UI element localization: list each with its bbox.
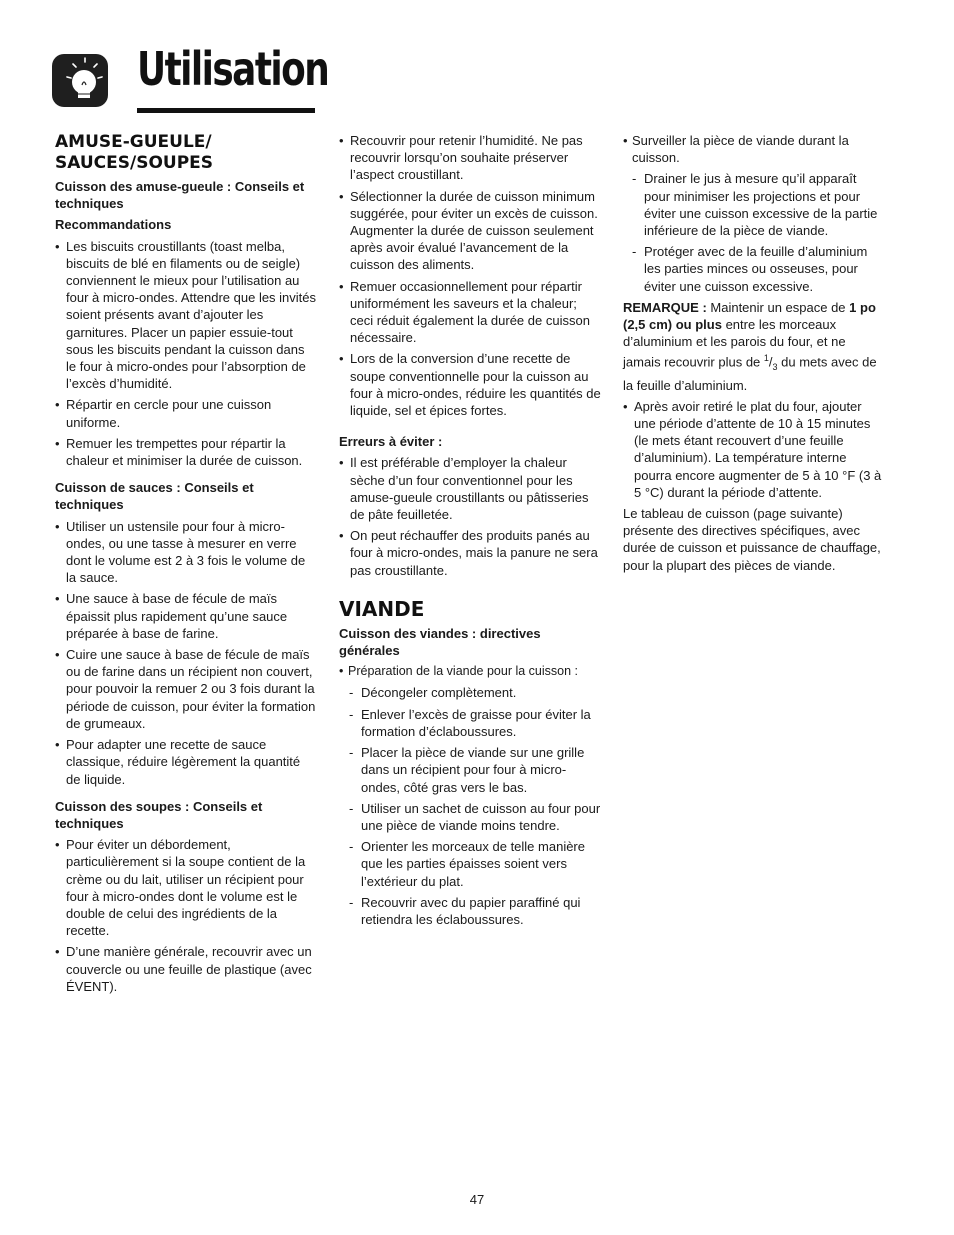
title-underline [137, 108, 315, 113]
section-heading-appetizers: AMUSE-GUEULE/ SAUCES/SOUPES [55, 132, 214, 173]
list-item: • Lors de la conversion d’une recette de soupe conventionnelle pour la cuisson au four à micro-ondes, réduire les quantités de liquide, sel et épices fortes. [339, 350, 602, 419]
list-item: • Recouvrir pour retenir l’humidité. Ne pas recouvrir lorsqu’on souhaite préserver l’aspect croustillant. [339, 132, 602, 184]
list-item: - Utiliser un sachet de cuisson au four pour une pièce de viande moins tendre. [339, 800, 602, 834]
list-item: • Il est préférable d’employer la chaleur sèche d’un four conventionnel pour les amuse-gueule croustillants ou pâtisseries de pâte feuilletée. [339, 454, 602, 523]
list-item: - Protéger avec de la feuille d’aluminium les parties minces ou osseuses, pour éviter une cuisson excessive. [623, 243, 885, 295]
monitor-lead: • Surveiller la pièce de viande durant la cuisson. [623, 132, 885, 166]
fraction-numerator: 1 [763, 353, 769, 364]
list-item: - Décongeler complètement. [339, 684, 602, 701]
page-title: Utilisation [137, 42, 329, 96]
list-item: • Après avoir retiré le plat du four, ajouter une période d’attente de 10 à 15 minutes (le mets étant recouvert d’une feuille d’aluminium). La température interne pourra encore augmenter de 5 à 10 °F (3 à 5 °C) durant la période d’attente. [623, 398, 885, 501]
sauces-list [55, 518, 317, 788]
list-item: - Enlever l’excès de graisse pour éviter la formation d’éclaboussures. [339, 706, 602, 740]
list-item: • Une sauce à base de fécule de maïs épaissit plus rapidement qu’une sauce préparée à base de farine. [55, 590, 317, 642]
column-1 [55, 132, 317, 999]
list-item: • Répartir en cercle pour une cuisson uniforme. [55, 396, 317, 430]
list-item: - Drainer le jus à mesure qu’il apparaît pour minimiser les projections et pour éviter une cuisson excessive de la partie inférieure de la pièce de viande. [623, 170, 885, 239]
appetizers-subheading: Cuisson des amuse-gueule : Conseils et techniques [55, 179, 305, 212]
list-item: • Pour adapter une recette de sauce classique, réduire légèrement la quantité de liquide. [55, 736, 317, 788]
errors-list [339, 454, 602, 578]
lightbulb-icon [51, 53, 109, 108]
note-paragraph: REMARQUE : Maintenir un espace de 1 po (2,5 cm) ou plus entre les morceaux d’aluminium et les parois du four, et ne jamais recouvrir plus de $^1/_3$ du mets avec de la feuille d’aluminium. [623, 299, 877, 393]
closing-paragraph: Le tableau de cuisson (page suivante) présente des directives spécifiques, avec durée de cuisson et puissance de chauffage, pour la plupart des pièces de viande. [623, 505, 881, 573]
column-2 [339, 132, 602, 932]
soups-subheading: Cuisson des soupes : Conseils et techniques [55, 798, 263, 831]
note-label: REMARQUE : [623, 299, 707, 315]
fraction-denominator: 3 [772, 362, 778, 373]
meat-prep-list [339, 684, 602, 928]
list-item: - Placer la pièce de viande sur une grille dans un récipient pour four à micro-ondes, côté gras vers le bas. [339, 744, 602, 796]
column-3 [623, 132, 885, 578]
list-item: • Cuire une sauce à base de fécule de maïs ou de farine dans un récipient non couvert, pour pouvoir la remuer 2 ou 3 fois durant la période de cuisson, pour éviter la formation de grumeaux. [55, 646, 317, 732]
list-item: - Recouvrir avec du papier paraffiné qui retiendra les éclaboussures. [339, 894, 602, 928]
list-item: • Remuer les trempettes pour répartir la chaleur et minimiser la durée de cuisson. [55, 435, 317, 469]
list-item: • Sélectionner la durée de cuisson minimum suggérée, pour éviter un excès de cuisson. Augmenter la durée de cuisson seulement après avoir évalué l’avancement de la cuisson des aliments. [339, 188, 602, 274]
soups-list [55, 836, 317, 995]
note-emphasis: 1 po (2,5 cm) ou plus [623, 299, 876, 333]
soups-continued-list [339, 132, 602, 419]
errors-subheading: Erreurs à éviter : [339, 434, 443, 450]
monitor-list [623, 170, 885, 294]
page-number: 47 [469, 1192, 485, 1207]
meat-prep-lead: • Préparation de la viande pour la cuisson : [339, 663, 602, 680]
standing-time-list [623, 398, 885, 501]
list-item: • Pour éviter un débordement, particulièrement si la soupe contient de la crème ou du lait, utiliser un récipient pour four à micro-ondes dont le volume est le double de celui des ingrédients de la recette. [55, 836, 317, 939]
meat-subheading: Cuisson des viandes : directives générales [339, 625, 541, 659]
section-heading-meat: VIANDE [339, 596, 425, 621]
sauces-subheading: Cuisson de sauces : Conseils et techniques [55, 480, 254, 513]
list-item: • Utiliser un ustensile pour four à micro-ondes, ou une tasse à mesurer en verre dont le volume est 2 à 3 fois le volume de la sauce. [55, 518, 317, 587]
list-item: • On peut réchauffer des produits panés au four à micro-ondes, mais la panure ne sera pas croustillante. [339, 527, 602, 579]
appetizers-list [55, 238, 317, 470]
recommendations-label: Recommandations [55, 217, 172, 233]
list-item: - Orienter les morceaux de telle manière que les parties épaisses soient vers l’extérieur du plat. [339, 838, 602, 890]
list-item: • Remuer occasionnellement pour répartir uniformément les saveurs et la chaleur; ceci réduit également la durée de cuisson nécessaire. [339, 278, 602, 347]
list-item: • D’une manière générale, recouvrir avec un couvercle ou une feuille de plastique (avec ÉVENT). [55, 943, 317, 995]
list-item: • Les biscuits croustillants (toast melba, biscuits de blé en filaments ou de seigle) conviennent le mieux pour l’utilisation au four à micro-ondes. Attendre que les invités soient présents avant d’ajouter les garnitures. Placer un papier essuie-tout sous les biscuits pendant la cuisson dans le four à micro-ondes pour l’absorption de l’excès d’humidité. [55, 238, 317, 393]
